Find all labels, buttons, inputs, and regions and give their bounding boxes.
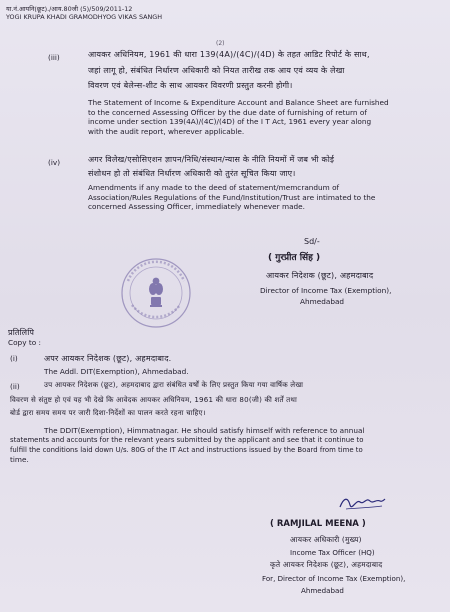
copy-item-ii-hindi-line: विवरण से संतुष्ट हो एवं यह भी देखे कि आवेदक आयकर अधिनियम, 1961 की धारा 80(जी) की शर्तें तथा: [10, 395, 297, 404]
handwritten-signature: [338, 493, 386, 513]
copy-item-ii-hindi: [44, 380, 303, 390]
item-iv-number: (iv): [48, 158, 61, 167]
item-iii-english: [88, 98, 389, 136]
copy-to-label: Copy to :: [8, 338, 41, 347]
item-iv-english-line: Association/Rules Regulations of the Fund/Institution/Trust are intimated to the: [88, 192, 376, 202]
item-iv-hindi-line: अगर विलेख/एसोसिएशन ज्ञापन/निधि/संस्थान/न्यास के नीति नियमों में जब भी कोई: [88, 155, 335, 164]
item-iii-hindi: [88, 50, 370, 91]
signatory2-for-hindi: कृते आयकर निदेशक (छूट), अहमदाबाद: [270, 560, 383, 569]
item-iii-hindi-line: विवरण एवं बेलेन्स-शीट के साथ आयकर विवरणी प्रस्तुत करनी होगी।: [88, 81, 293, 91]
item-iv-hindi-line: संशोधन हो तो संबंधित निर्धारण अधिकारी को तुरंत सूचित किया जाए।: [88, 168, 296, 178]
organisation-name: YOGI KRUPA KHADI GRAMODHYOG VIKAS SANGH: [6, 13, 163, 21]
official-emblem-seal: [120, 257, 192, 329]
item-iii-number: (iii): [48, 53, 60, 62]
signatory2-name: ( RAMJILAL MEENA ): [270, 519, 366, 529]
signed-mark: Sd/-: [304, 237, 320, 246]
item-iv-english-line: concerned Assessing Officer, immediately whenever made.: [88, 202, 305, 212]
signatory2-designation-english: Income Tax Officer (HQ): [290, 548, 375, 557]
copy-item-ii-english-cont: [10, 436, 363, 465]
item-iii-hindi-line: आयकर अधिनियम, 1961 की धारा 139(4A)/(4C)/(4D) के तहत आडिट रिपोर्ट के साथ,: [88, 50, 370, 59]
item-iv-english: [88, 183, 375, 212]
copy-item-i-hindi: अपर आयकर निदेशक (छूट), अहमदाबाद.: [44, 354, 172, 363]
item-iv-english-line: Amendments if any made to the deed of statement/memcrandum of: [88, 183, 340, 192]
signatory2-for-english: For, Director of Income Tax (Exemption),: [262, 574, 406, 583]
copy-item-ii-hindi-cont: [10, 393, 297, 417]
item-iii-english-line: with the audit report, wherever applicable.: [88, 126, 245, 136]
item-iii-hindi-line: जहां लागू हो, संबंधित निर्धारण अधिकारी को नियत तारीख तक आय एवं व्यय के लेखा: [88, 65, 345, 75]
copy-label-hindi: प्रतिलिपि: [8, 328, 35, 337]
copy-item-ii-english-line: The DDIT(Exemption), Himmatnagar. He should satisfy himself with reference to annual: [44, 426, 365, 435]
copy-item-ii-english-line: statements and accounts for the relevant years submitted by the applicant and see that it continue to: [10, 436, 364, 444]
page-number: (2): [216, 40, 225, 47]
signatory2-designation-hindi: आयकर अधिकारी (मुख्य): [290, 535, 362, 544]
item-iii-english-line: income under section 139(4A)/(4C)/(4D) of the I T Act, 1961 every year along: [88, 117, 372, 127]
copy-item-ii-hindi-line: बोर्ड द्वारा समय समय पर जारी दिशा-निर्देशों का पालन करते रहना चाहिए।: [10, 407, 206, 417]
copy-item-ii-number: (ii): [10, 382, 20, 391]
copy-item-i-english: The Addl. DIT(Exemption), Ahmedabad.: [44, 367, 189, 376]
signatory2-city: Ahmedabad: [301, 586, 344, 595]
signatory1-name: ( गुरप्रीत सिंह ): [268, 253, 321, 263]
copy-item-ii-hindi-line: उप आयकर निदेशक (छूट), अहमदाबाद द्वारा संबंधित वर्षों के लिए प्रस्तुत किया गया वार्षिक लेखा: [44, 380, 304, 389]
item-iii-english-line: to the concerned Assessing Officer by the due date of furnishing of return of: [88, 107, 367, 117]
copy-item-ii-english-line: time.: [10, 455, 29, 465]
reference-number: या.नं.आयनि(छूट)./आय.80जी (5)/509/2011-12: [6, 5, 133, 13]
signatory1-designation-english: Director of Income Tax (Exemption),: [260, 286, 392, 295]
copy-item-i-number: (i): [10, 354, 18, 363]
copy-item-ii-english-line: fulfill the conditions laid down U/s. 80G of the IT Act and instructions issued by the Board from time to: [10, 445, 363, 454]
signatory1-designation-hindi: आयकर निदेशक (छूट), अहमदाबाद: [266, 271, 374, 280]
item-iv-hindi: [88, 155, 334, 178]
signatory1-city: Ahmedabad: [300, 297, 345, 306]
copy-item-ii-english: [44, 426, 364, 436]
item-iii-english-line: The Statement of Income & Expenditure Account and Balance Sheet are furnished: [88, 98, 389, 107]
